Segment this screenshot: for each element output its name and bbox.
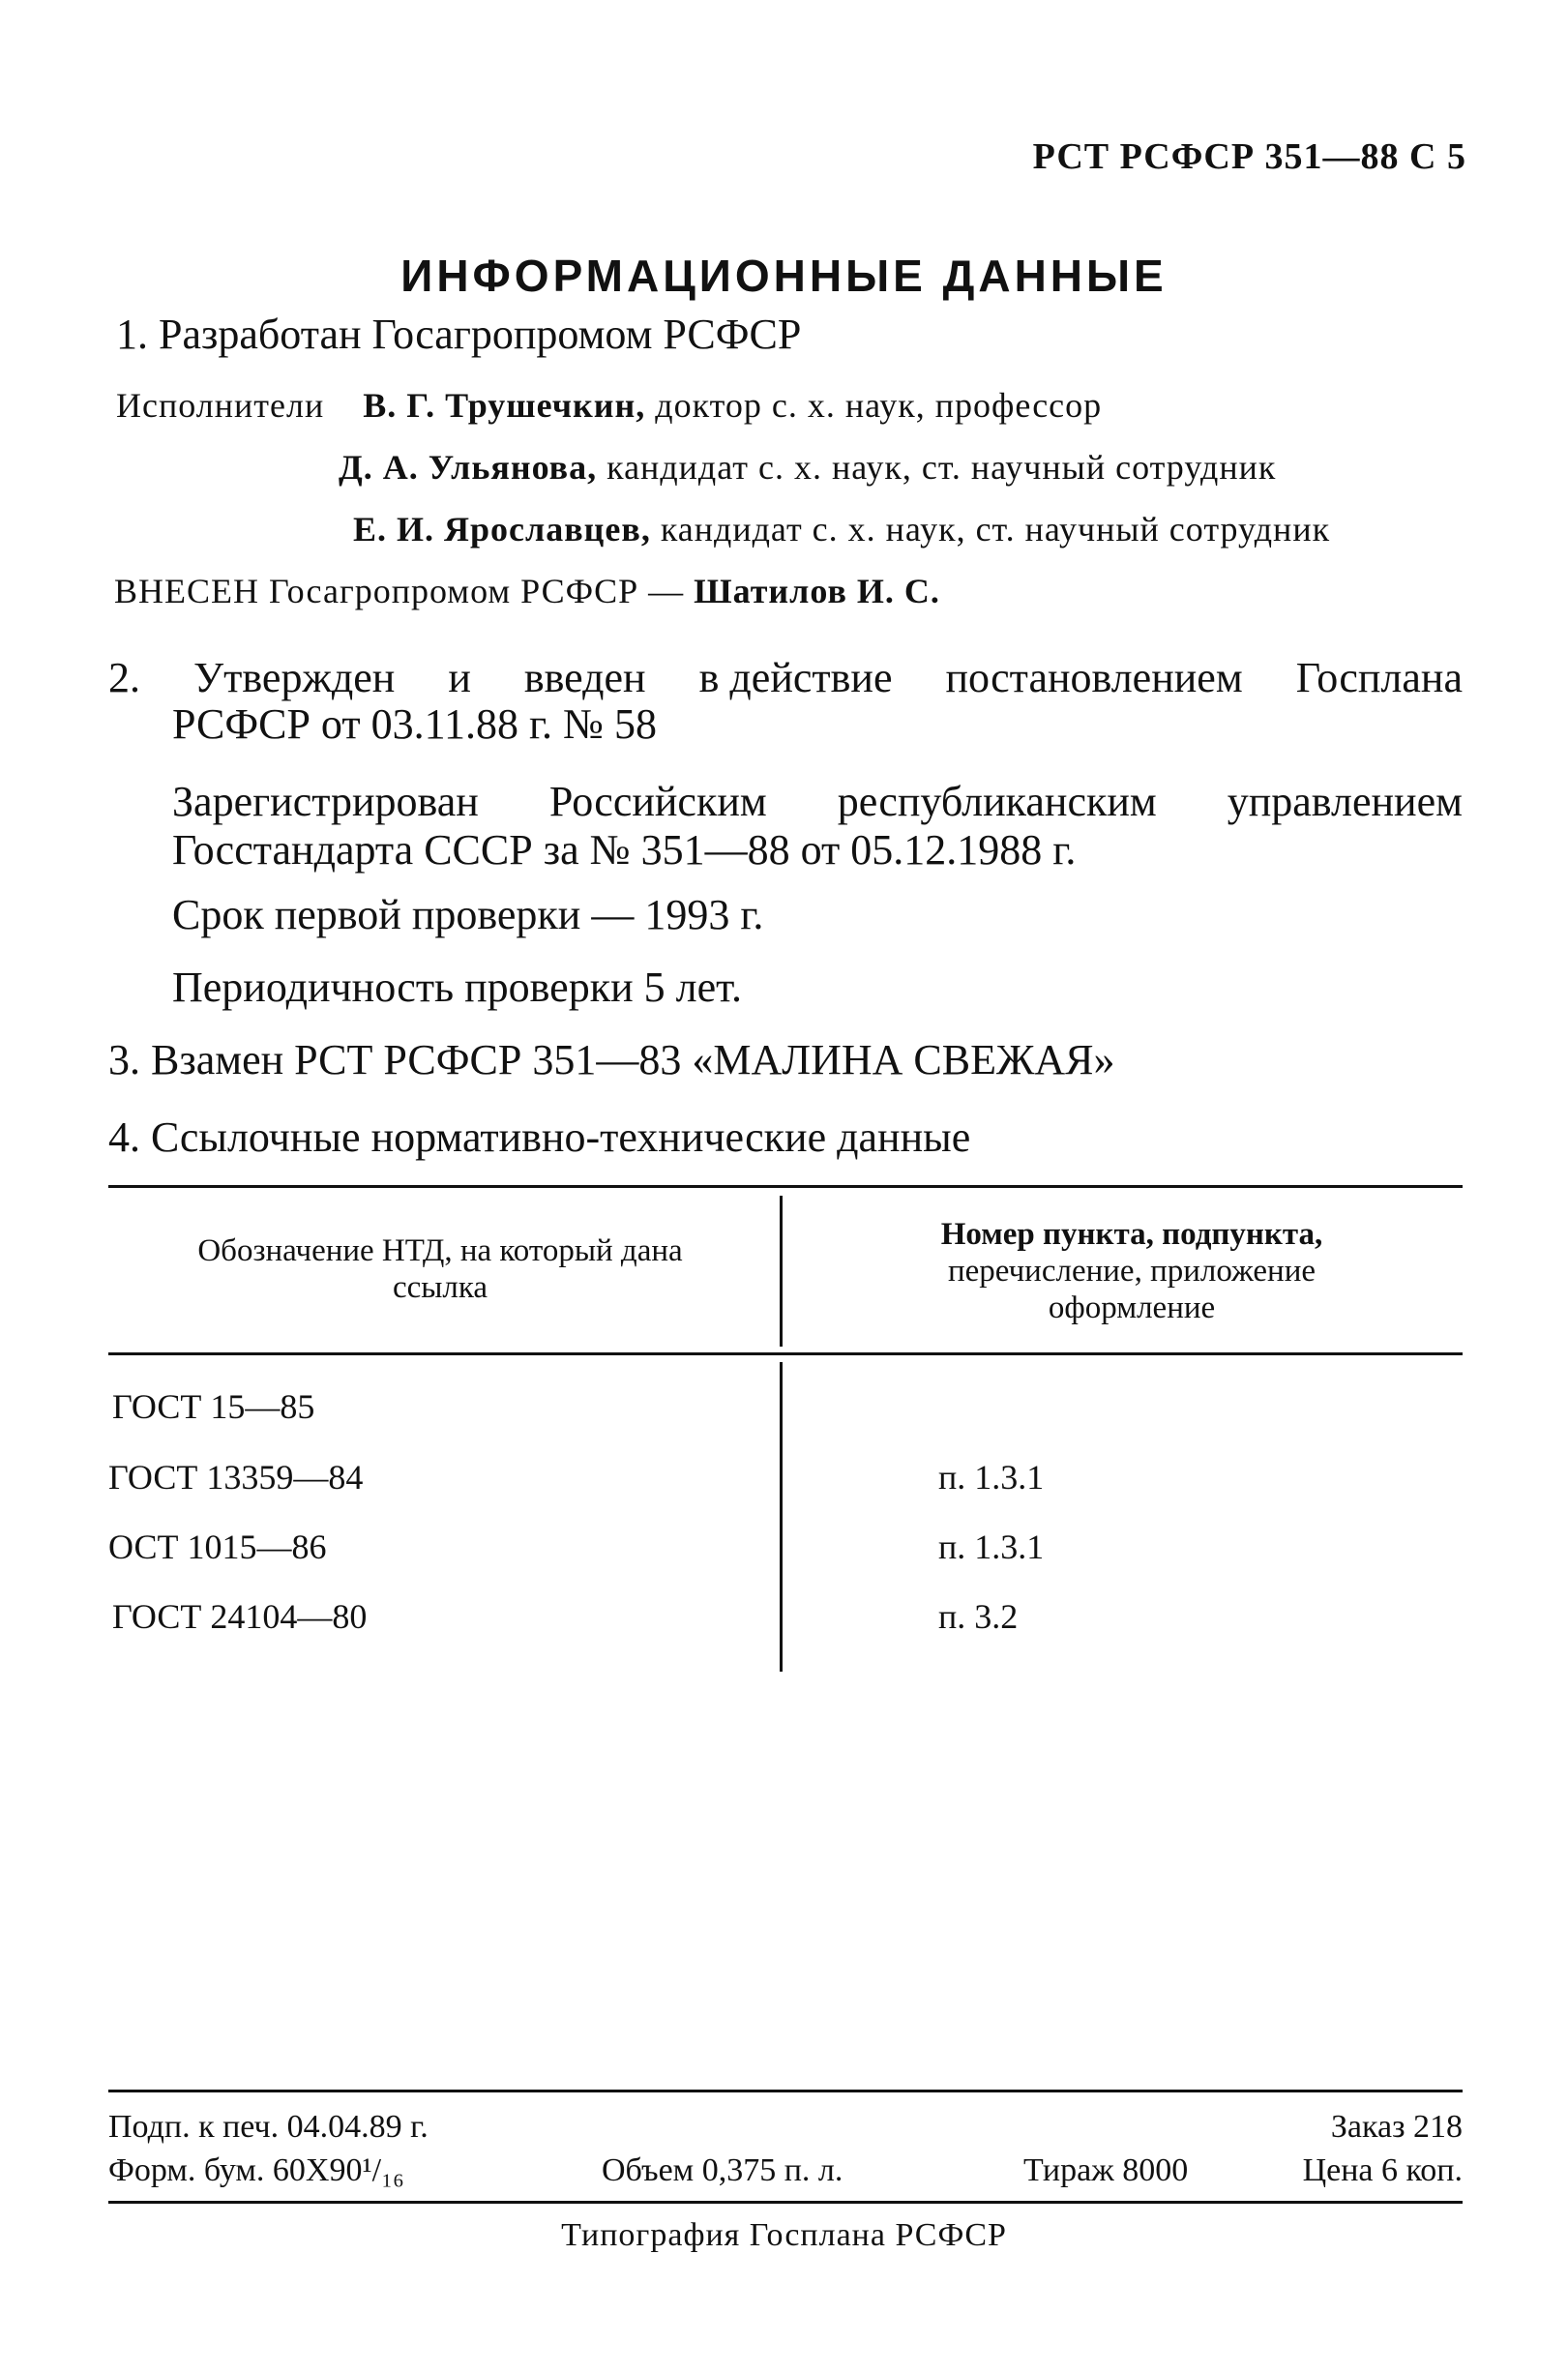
table-col2-header-line: Номер пункта, подпункта, [940,1217,1323,1252]
registered-word: Российским [548,778,767,825]
table-col2-header-line: оформление [1048,1290,1216,1325]
executor-name: В. Г. Трушечкин, [363,386,646,425]
footer-top-rule [108,2090,1463,2092]
first-check: Срок первой проверки — 1993 г. [172,891,764,938]
item-3-number: 3. [108,1036,140,1083]
footer-printer: Типография Госплана РСФСР [561,2217,1007,2253]
executor-row-1 [116,385,1102,426]
item-2-word: Госплана [1295,654,1463,701]
table-row-2-ref: п. 1.3.1 [938,1458,1045,1497]
footer-signed: Подп. к печ. 04.04.89 г. [108,2109,429,2145]
item-2-line-1 [108,653,1463,702]
table-row-2-doc: ГОСТ 13359—84 [108,1458,364,1497]
item-1-text: Разработан Госагропромом РСФСР [159,311,802,358]
periodicity: Периодичность проверки 5 лет. [172,964,743,1011]
table-header-rule [108,1352,1463,1355]
table-top-rule [108,1185,1463,1188]
item-2-word: в действие [698,654,893,701]
item-2-line-2: РСФСР от 03.11.88 г. № 58 [172,700,658,748]
footer-bottom-rule [108,2201,1463,2204]
introduced-line [114,571,940,611]
registered-line-1 [172,777,1463,826]
document-code: РСТ РСФСР 351—88 С 5 [1032,136,1466,177]
registered-word: управлением [1227,778,1463,825]
table-col2-header [803,1217,1461,1327]
item-2-word: Утвержден [193,654,396,701]
registered-word: республиканским [837,778,1157,825]
table-col2-header-line: перечисление, приложение [947,1253,1317,1289]
executors-label: Исполнители [116,386,325,425]
footer-format: Форм. бум. 60Х90¹/₁₆ [108,2152,404,2188]
footer-order: Заказ 218 [1330,2109,1463,2145]
introduced-by: Шатилов И. С. [694,572,940,610]
executor-row-2 [339,447,1276,488]
item-3-text: Взамен РСТ РСФСР 351—83 «МАЛИНА СВЕЖАЯ» [151,1036,1115,1083]
executor-name: Д. А. Ульянова, [339,448,598,487]
item-4 [108,1112,970,1162]
table-row-3-ref: п. 1.3.1 [938,1528,1045,1566]
executor-name: Е. И. Ярославцев, [353,510,651,549]
table-header-divider [780,1196,783,1347]
introduced-label: ВНЕСЕН Госагропромом РСФСР — [114,572,685,610]
item-3 [108,1035,1115,1084]
page-title: ИНФОРМАЦИОННЫЕ ДАННЫЕ [400,251,1168,301]
item-2-word: введен [523,654,646,701]
item-1 [116,310,801,359]
item-2-number: 2. [108,654,140,701]
table-row-4-doc: ГОСТ 24104—80 [112,1597,368,1636]
item-2-word: и [448,654,471,701]
table-col1-header: Обозначение НТД, на который дана ссылка [197,1233,683,1305]
footer-price: Цена 6 коп. [1302,2152,1463,2188]
footer-volume: Объем 0,375 п. л. [602,2152,843,2188]
executor-role: кандидат с. х. наук, ст. научный сотрудник [606,448,1277,487]
item-4-text: Ссылочные нормативно-технические данные [151,1113,971,1161]
item-2-word: постановлением [945,654,1243,701]
executor-role: кандидат с. х. наук, ст. научный сотрудник [660,510,1331,549]
item-1-number: 1. [116,311,148,358]
executor-role: доктор с. х. наук, профессор [655,386,1103,425]
registered-word: Зарегистрирован [172,778,479,825]
executor-row-3 [353,509,1330,549]
table-row-1-doc: ГОСТ 15—85 [112,1387,315,1426]
item-4-number: 4. [108,1113,140,1161]
table-row-3-doc: ОСТ 1015—86 [108,1528,327,1566]
footer-circulation: Тираж 8000 [1023,2152,1189,2188]
table-body-divider [780,1362,783,1672]
table-row-4-ref: п. 3.2 [938,1597,1019,1636]
registered-line-2: Госстандарта СССР за № 351—88 от 05.12.1988 г. [172,826,1077,874]
